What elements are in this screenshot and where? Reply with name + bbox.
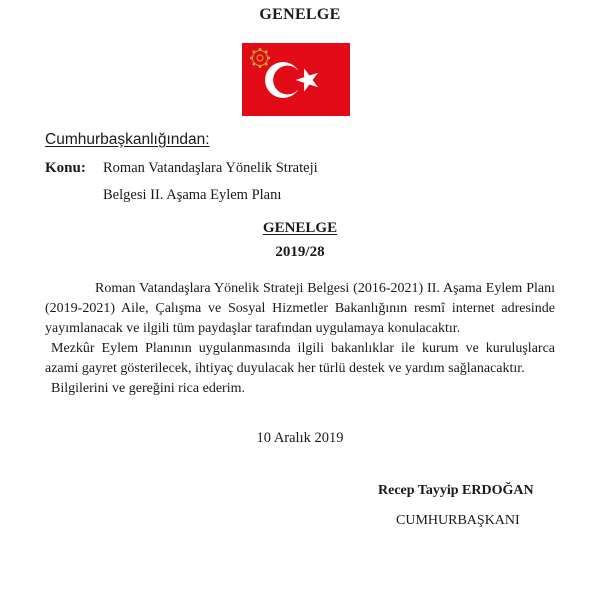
- circular-title: GENELGE: [262, 220, 338, 236]
- paragraph-1-line-3: yayımlanacak ve ilgili tüm paydaşlar tarafından uygulamaya konulacaktır.: [45, 321, 461, 336]
- paragraph-3-line-1: Bilgilerini ve gereğini rica ederim.: [51, 381, 245, 396]
- circular-number: 2019/28: [275, 244, 325, 260]
- subject-line-2: Belgesi II. Aşama Eylem Planı: [103, 187, 282, 203]
- paragraph-1-line-2: (2019-2021) Aile, Çalışma ve Sosyal Hizmetler Bakanlığının resmî internet adresinde: [45, 301, 555, 316]
- turkish-flag-icon: [242, 43, 350, 116]
- paragraph-2-line-1: Mezkûr Eylem Planının uygulanmasında ilgili bakanlıklar ile kurum ve kuruluşlarca: [51, 341, 555, 356]
- paragraph-1-line-1: Roman Vatandaşlara Yönelik Strateji Belgesi (2016-2021) II. Aşama Eylem Planı: [95, 281, 555, 296]
- signatory-title: CUMHURBAŞKANI: [396, 513, 520, 528]
- paragraph-2-line-2: azami gayret gösterilecek, ihtiyaç duyulacak her türlü destek ve yardım sağlanacaktır.: [45, 361, 525, 376]
- document-date: 10 Aralık 2019: [256, 430, 344, 446]
- subject-line-1: Roman Vatandaşlara Yönelik Strateji: [103, 160, 318, 176]
- page-title: GENELGE: [259, 6, 341, 23]
- signatory-name: Recep Tayyip ERDOĞAN: [378, 483, 534, 498]
- subject-label: Konu:: [45, 160, 86, 176]
- issuing-organization: Cumhurbaşkanlığından:: [45, 131, 210, 148]
